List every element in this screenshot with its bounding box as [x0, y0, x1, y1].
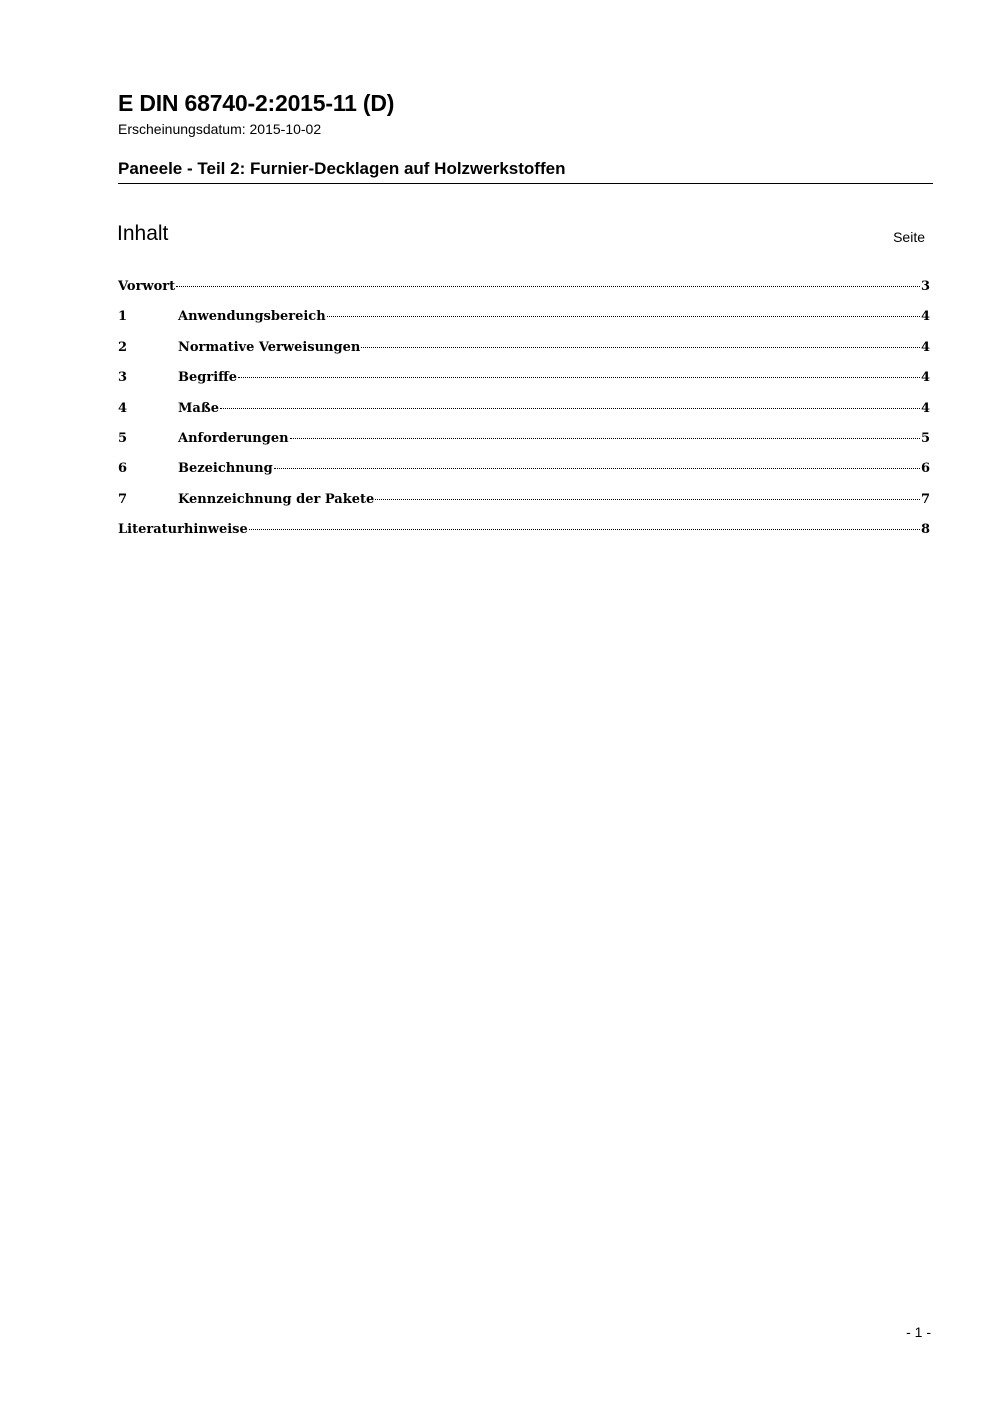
document-title: Paneele - Teil 2: Furnier-Decklagen auf Holzwerkstoffen — [118, 159, 566, 178]
toc-dot-leader — [375, 499, 920, 500]
toc-entry-page: 4 — [920, 339, 930, 355]
toc-entry-page: 7 — [920, 491, 930, 507]
page-number: - 1 - — [906, 1324, 931, 1340]
toc-entry-page: 3 — [920, 279, 930, 294]
toc-dot-leader — [327, 316, 920, 317]
toc-entry-page: 6 — [920, 461, 930, 477]
document-id: E DIN 68740-2:2015-11 (D) — [118, 90, 395, 116]
toc-entry-anforderungen[interactable] — [118, 431, 930, 461]
toc-entry-label: Literaturhinweise — [118, 522, 248, 538]
toc-dot-leader — [249, 529, 920, 530]
toc-dot-leader — [361, 347, 920, 348]
toc-entry-begriffe[interactable] — [118, 370, 930, 400]
toc-entry-masse[interactable] — [118, 401, 930, 431]
toc-dot-leader — [290, 438, 920, 439]
toc-entry-label: Maße — [178, 400, 219, 416]
toc-entry-anwendungsbereich[interactable] — [118, 309, 930, 339]
toc-page-column-heading: Seite — [893, 229, 925, 245]
toc-entry-bezeichnung[interactable] — [118, 461, 930, 491]
toc-entry-number: 3 — [118, 370, 128, 386]
toc-dot-leader — [238, 377, 920, 378]
toc-entry-normative-verweisungen[interactable] — [118, 340, 930, 370]
toc-entry-label: Begriffe — [178, 370, 238, 386]
toc-entry-label: Anforderungen — [178, 430, 289, 446]
toc-entry-page: 4 — [920, 370, 930, 386]
toc-entry-label: Bezeichnung — [178, 461, 273, 477]
toc-entry-number: 7 — [118, 491, 128, 507]
toc-entry-label: Normative Verweisungen — [178, 339, 361, 355]
toc-entry-number: 5 — [118, 430, 128, 446]
toc-entry-label: Anwendungsbereich — [178, 309, 326, 325]
toc-entry-kennzeichnung-der-pakete[interactable] — [118, 492, 930, 522]
toc-dot-leader — [220, 408, 920, 409]
toc-dot-leader — [274, 468, 920, 469]
toc-dot-leader — [176, 286, 920, 287]
toc-entry-number: 4 — [118, 400, 128, 416]
toc-entry-number: 6 — [118, 461, 128, 477]
toc-entry-literaturhinweise[interactable] — [118, 522, 930, 552]
toc-entry-page: 5 — [920, 430, 930, 446]
toc-entry-number: 2 — [118, 339, 128, 355]
publication-date: Erscheinungsdatum: 2015-10-02 — [118, 121, 322, 137]
toc-entry-label: Kennzeichnung der Pakete — [178, 491, 375, 507]
toc-entry-page: 8 — [920, 522, 930, 538]
toc-entry-vorwort[interactable] — [118, 279, 930, 309]
table-of-contents — [118, 279, 930, 553]
toc-entry-number: 1 — [118, 309, 128, 325]
toc-entry-page: 4 — [920, 400, 930, 416]
title-block — [118, 159, 933, 184]
toc-entry-label: Vorwort — [118, 279, 176, 294]
toc-heading: Inhalt — [117, 222, 169, 245]
toc-entry-page: 4 — [920, 309, 930, 325]
